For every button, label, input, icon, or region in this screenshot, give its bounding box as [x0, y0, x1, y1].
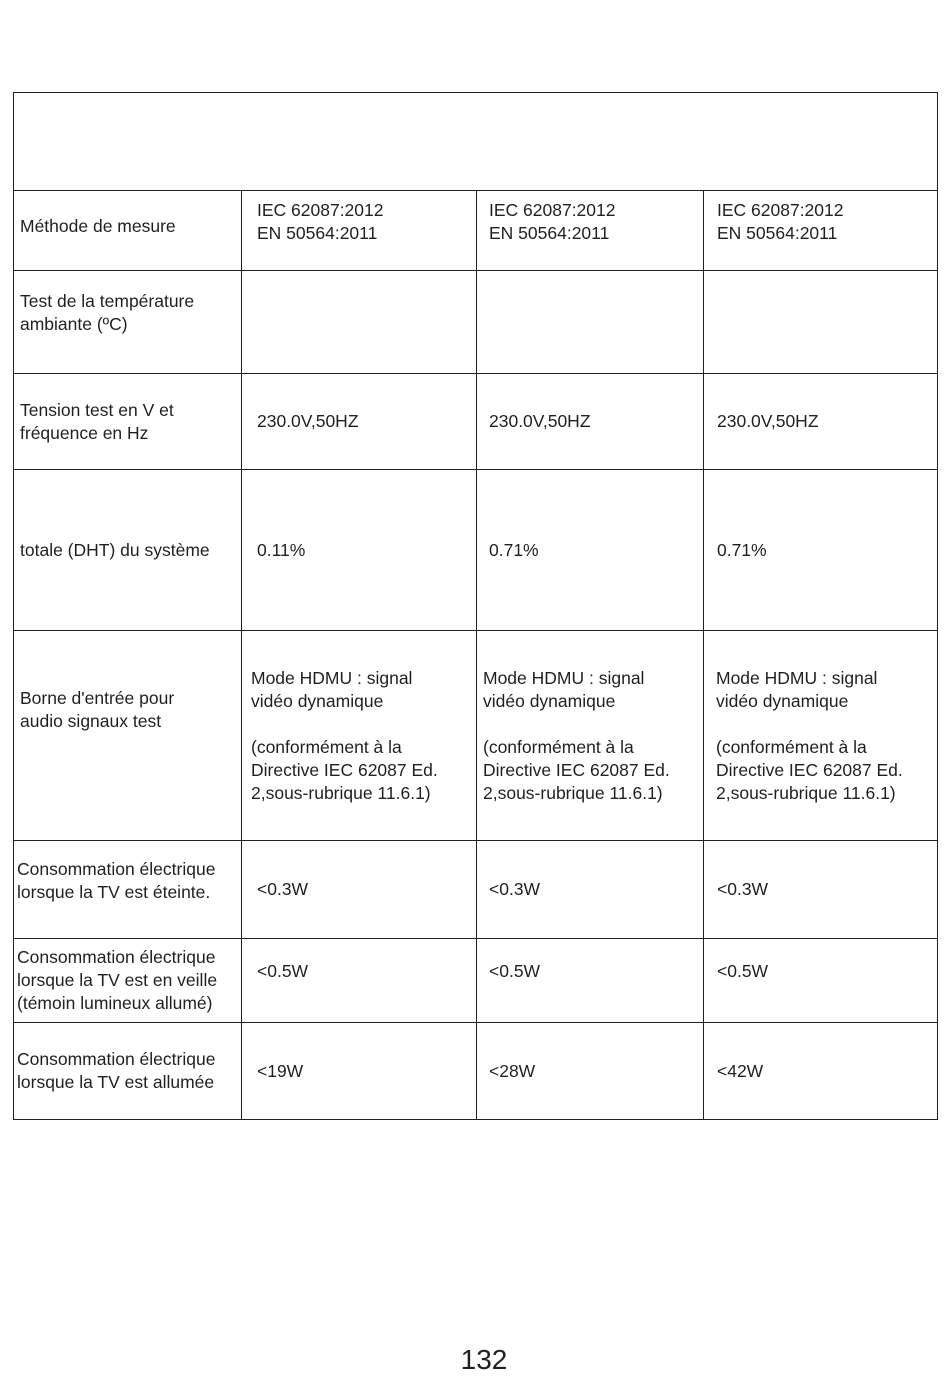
cell-text: <28W — [489, 1060, 536, 1081]
table-cell — [477, 631, 704, 841]
table-row — [14, 939, 938, 1023]
row-label-text: Consommation électrique lorsque la TV est en veille (témoin lumineux allumé) — [17, 947, 218, 1013]
row-label — [14, 271, 242, 374]
table-cell — [242, 271, 477, 374]
row-label-text: totale (DHT) du système — [20, 539, 210, 560]
cell-text: 230.0V,50HZ — [257, 411, 359, 431]
row-label-text: Borne d'entrée pour audio signaux test — [20, 687, 175, 731]
table-cell — [704, 841, 938, 939]
cell-text: Mode HDMU : signal vidéo dynamique (conformément à la Directive IEC 62087 Ed. 2,sous-rubrique 11.6.1) — [251, 667, 438, 803]
cell-text: 230.0V,50HZ — [717, 411, 819, 431]
table-row — [14, 374, 938, 470]
cell-text: Mode HDMU : signal vidéo dynamique (conformément à la Directive IEC 62087 Ed. 2,sous-rubrique 11.6.1) — [716, 667, 903, 803]
cell-text: IEC 62087:2012 EN 50564:2011 — [717, 199, 844, 243]
table-cell — [704, 939, 938, 1023]
table-row — [14, 470, 938, 631]
cell-text: <0.3W — [257, 879, 309, 899]
table-cell — [704, 631, 938, 841]
table-cell — [704, 191, 938, 271]
cell-text: <19W — [257, 1060, 304, 1081]
table-cell — [477, 841, 704, 939]
energy-spec-table — [13, 92, 938, 1120]
cell-text: <0.5W — [257, 961, 309, 981]
table-row — [14, 631, 938, 841]
table-cell — [477, 374, 704, 470]
cell-text: <0.5W — [717, 961, 769, 981]
table-cell — [704, 1023, 938, 1120]
table-cell — [704, 271, 938, 374]
table-cell — [242, 1023, 477, 1120]
table-cell — [704, 470, 938, 631]
row-label-text: Tension test en V et fréquence en Hz — [20, 399, 174, 443]
table-cell — [242, 939, 477, 1023]
row-label — [14, 939, 242, 1023]
table-cell — [477, 939, 704, 1023]
table-row — [14, 1023, 938, 1120]
table-row — [14, 841, 938, 939]
row-label — [14, 374, 242, 470]
row-label-text: Test de la température ambiante (ºC) — [20, 291, 195, 334]
cell-text: IEC 62087:2012 EN 50564:2011 — [489, 199, 616, 243]
table-cell — [477, 271, 704, 374]
table-cell — [242, 841, 477, 939]
cell-text: <42W — [717, 1060, 764, 1081]
cell-text: IEC 62087:2012 EN 50564:2011 — [257, 199, 384, 243]
table-cell — [477, 1023, 704, 1120]
cell-text: <0.5W — [489, 961, 541, 981]
row-label — [14, 841, 242, 939]
table-cell — [242, 191, 477, 271]
cell-text: 0.71% — [717, 539, 767, 560]
cell-text: 0.11% — [257, 539, 306, 560]
row-label — [14, 1023, 242, 1120]
row-label — [14, 191, 242, 271]
table-row — [14, 271, 938, 374]
table-cell — [477, 470, 704, 631]
table-cell — [242, 631, 477, 841]
table-cell — [704, 374, 938, 470]
table-header-cell — [14, 93, 938, 191]
table-cell — [242, 374, 477, 470]
cell-text: 0.71% — [489, 539, 539, 560]
cell-text: 230.0V,50HZ — [489, 411, 591, 431]
table-cell — [477, 191, 704, 271]
row-label-text: Méthode de mesure — [20, 216, 176, 236]
row-label — [14, 470, 242, 631]
cell-text: <0.3W — [717, 879, 769, 899]
page-number: 132 — [460, 1344, 508, 1375]
table-cell — [242, 470, 477, 631]
row-label — [14, 631, 242, 841]
row-label-text: Consommation électrique lorsque la TV est allumée — [17, 1049, 216, 1092]
table-row — [14, 191, 938, 271]
row-label-text: Consommation électrique lorsque la TV est éteinte. — [17, 858, 216, 902]
table-header-row — [14, 93, 938, 191]
cell-text: Mode HDMU : signal vidéo dynamique (conformément à la Directive IEC 62087 Ed. 2,sous-rubrique 11.6.1) — [483, 667, 670, 803]
cell-text: <0.3W — [489, 879, 541, 899]
